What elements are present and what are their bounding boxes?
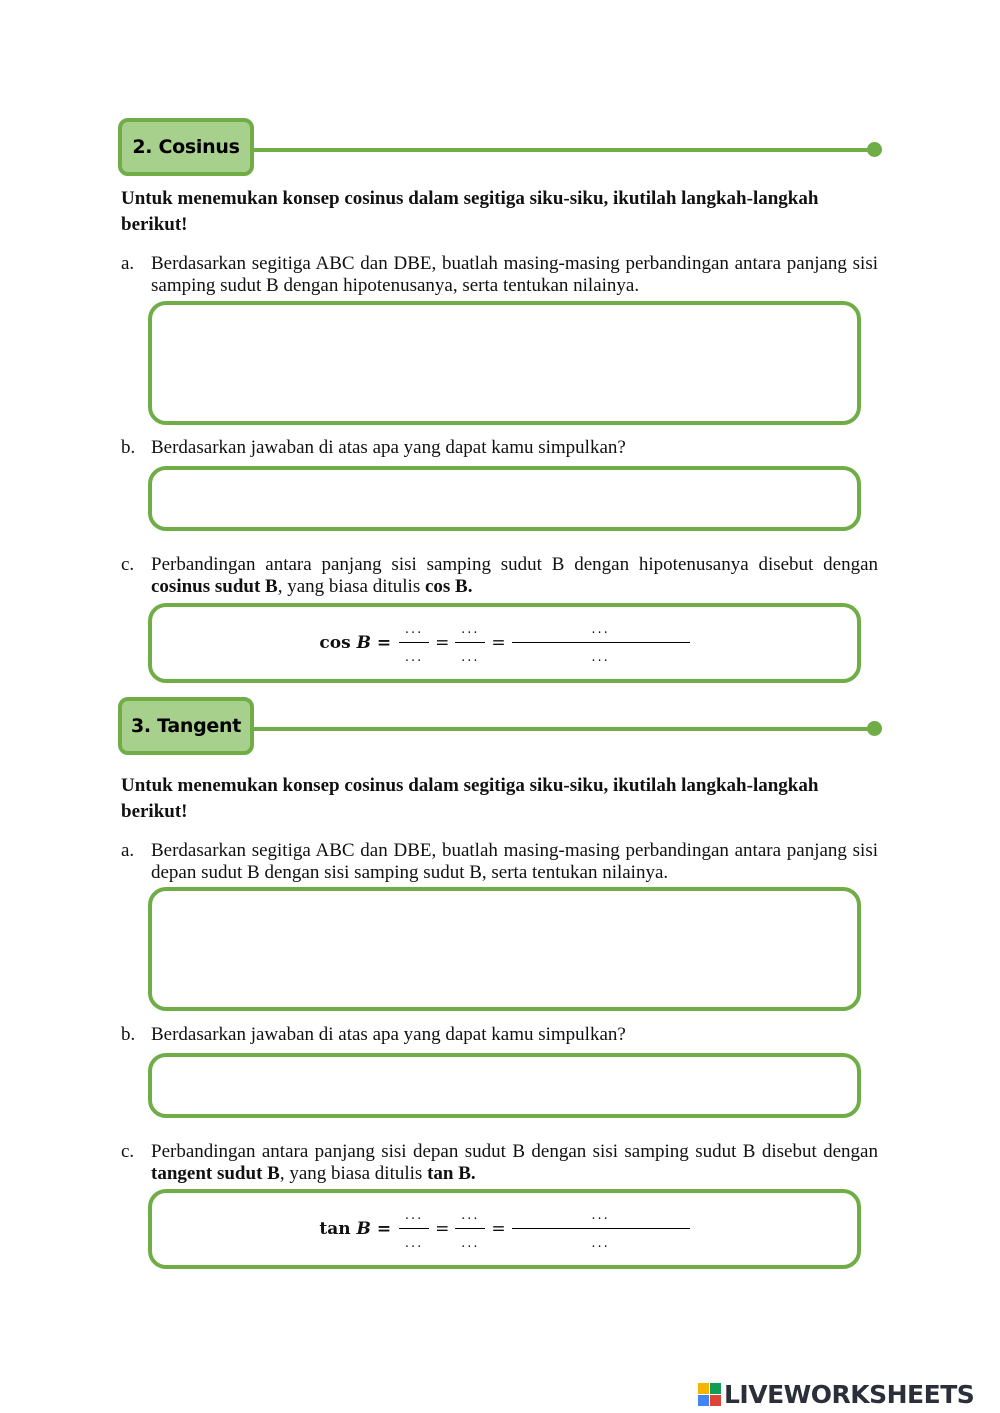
- equals-sign: =: [491, 633, 506, 653]
- fraction-blank[interactable]: [512, 1209, 690, 1250]
- equals-sign: =: [491, 1219, 506, 1239]
- logo-square-icon: [698, 1383, 709, 1394]
- brand-name: LIVEWORKSHEETS: [724, 1379, 975, 1409]
- question-text: Berdasarkan jawaban di atas apa yang dapat kamu simpulkan?: [151, 1024, 626, 1045]
- header-rule: [252, 148, 872, 152]
- tan-formula: [152, 1193, 857, 1265]
- logo-square-icon: [698, 1395, 709, 1406]
- equals-sign: =: [435, 633, 450, 653]
- equals-sign: =: [435, 1219, 450, 1239]
- question-text: Berdasarkan segitiga ABC dan DBE, buatlah masing-masing perbandingan antara panjang sisi depan sudut B dengan sisi samping sudut B, serta tentukan nilainya.: [151, 840, 878, 883]
- question-marker: b.: [121, 1024, 136, 1045]
- numerator-blank[interactable]: ...: [461, 621, 480, 637]
- answer-box-a[interactable]: [148, 301, 861, 425]
- question-text: Berdasarkan jawaban di atas apa yang dapat kamu simpulkan?: [151, 437, 626, 458]
- question-c: [121, 554, 878, 598]
- formula-eq: =: [376, 633, 392, 653]
- header-rule-endpoint: [867, 142, 882, 157]
- fraction-blank[interactable]: [399, 623, 429, 664]
- header-rule: [252, 727, 872, 731]
- fraction-blank[interactable]: [512, 623, 690, 664]
- liveworksheets-logo-icon: [698, 1383, 721, 1406]
- numerator-blank[interactable]: ...: [461, 1207, 480, 1223]
- question-marker: c.: [121, 1141, 135, 1162]
- section-header-tangent: [118, 697, 883, 763]
- formula-box-cos: [148, 603, 861, 683]
- formula-func: cos: [319, 633, 351, 653]
- section-title-badge: [118, 697, 254, 755]
- fraction-blank[interactable]: [455, 1209, 485, 1250]
- question-marker: a.: [121, 253, 135, 274]
- logo-square-icon: [710, 1395, 721, 1406]
- cos-formula: [152, 607, 857, 679]
- denominator-blank[interactable]: ...: [461, 649, 480, 665]
- logo-square-icon: [710, 1383, 721, 1394]
- question-marker: b.: [121, 437, 136, 458]
- numerator-blank[interactable]: ...: [404, 621, 424, 637]
- formula-eq: =: [376, 1219, 392, 1239]
- formula-var: B: [356, 633, 371, 653]
- bold-term: cosinus sudut B: [151, 576, 278, 597]
- section-title-badge: [118, 118, 254, 176]
- formula-lhs: [319, 633, 391, 653]
- section-intro: Untuk menemukan konsep cosinus dalam segitiga siku-siku, ikutilah langkah-langkah berikut!: [121, 775, 819, 822]
- question-marker: c.: [121, 554, 135, 575]
- denominator-blank[interactable]: ...: [591, 1235, 610, 1251]
- bold-term: tangent sudut B: [151, 1163, 280, 1184]
- formula-func: tan: [319, 1219, 351, 1239]
- question-a: [121, 253, 878, 297]
- text-before: Perbandingan antara panjang sisi depan sudut B dengan sisi samping sudut B disebut dengan: [151, 1141, 878, 1162]
- bold-notation: tan B.: [427, 1163, 476, 1184]
- liveworksheets-logo: [698, 1378, 974, 1410]
- numerator-blank[interactable]: ...: [591, 621, 610, 637]
- fraction-blank[interactable]: [399, 1209, 429, 1250]
- question-b: [121, 437, 878, 459]
- formula-var: B: [356, 1219, 371, 1239]
- question-marker: a.: [121, 840, 135, 861]
- denominator-blank[interactable]: ...: [461, 1235, 480, 1251]
- section-intro: Untuk menemukan konsep cosinus dalam segitiga siku-siku, ikutilah langkah-langkah berikut!: [121, 188, 819, 235]
- bold-notation: cos B.: [424, 576, 473, 597]
- formula-box-tan: [148, 1189, 861, 1269]
- header-rule-endpoint: [867, 721, 882, 736]
- answer-box-b[interactable]: [148, 466, 861, 531]
- text-middle: , yang biasa ditulis: [277, 576, 425, 597]
- denominator-blank[interactable]: ...: [591, 649, 610, 665]
- formula-lhs: [319, 1219, 391, 1239]
- denominator-blank[interactable]: ...: [404, 1235, 424, 1251]
- question-a: [121, 840, 878, 884]
- question-c: [121, 1141, 878, 1185]
- question-text: [151, 554, 878, 598]
- denominator-blank[interactable]: ...: [404, 649, 424, 665]
- text-before: Perbandingan antara panjang sisi samping sudut B dengan hipotenusanya disebut dengan: [151, 554, 878, 575]
- text-middle: , yang biasa ditulis: [279, 1163, 428, 1184]
- numerator-blank[interactable]: ...: [591, 1207, 610, 1223]
- section-header-cosinus: [118, 118, 883, 184]
- section-title: 3. Tangent: [130, 715, 241, 737]
- question-text: [151, 1141, 878, 1185]
- numerator-blank[interactable]: ...: [404, 1207, 424, 1223]
- fraction-blank[interactable]: [455, 623, 485, 664]
- question-text: Berdasarkan segitiga ABC dan DBE, buatlah masing-masing perbandingan antara panjang sisi samping sudut B dengan hipotenusanya, serta tentukan nilainya.: [151, 253, 878, 296]
- section-title: 2. Cosinus: [132, 136, 240, 158]
- answer-box-b[interactable]: [148, 1053, 861, 1118]
- answer-box-a[interactable]: [148, 887, 861, 1011]
- question-b: [121, 1024, 878, 1046]
